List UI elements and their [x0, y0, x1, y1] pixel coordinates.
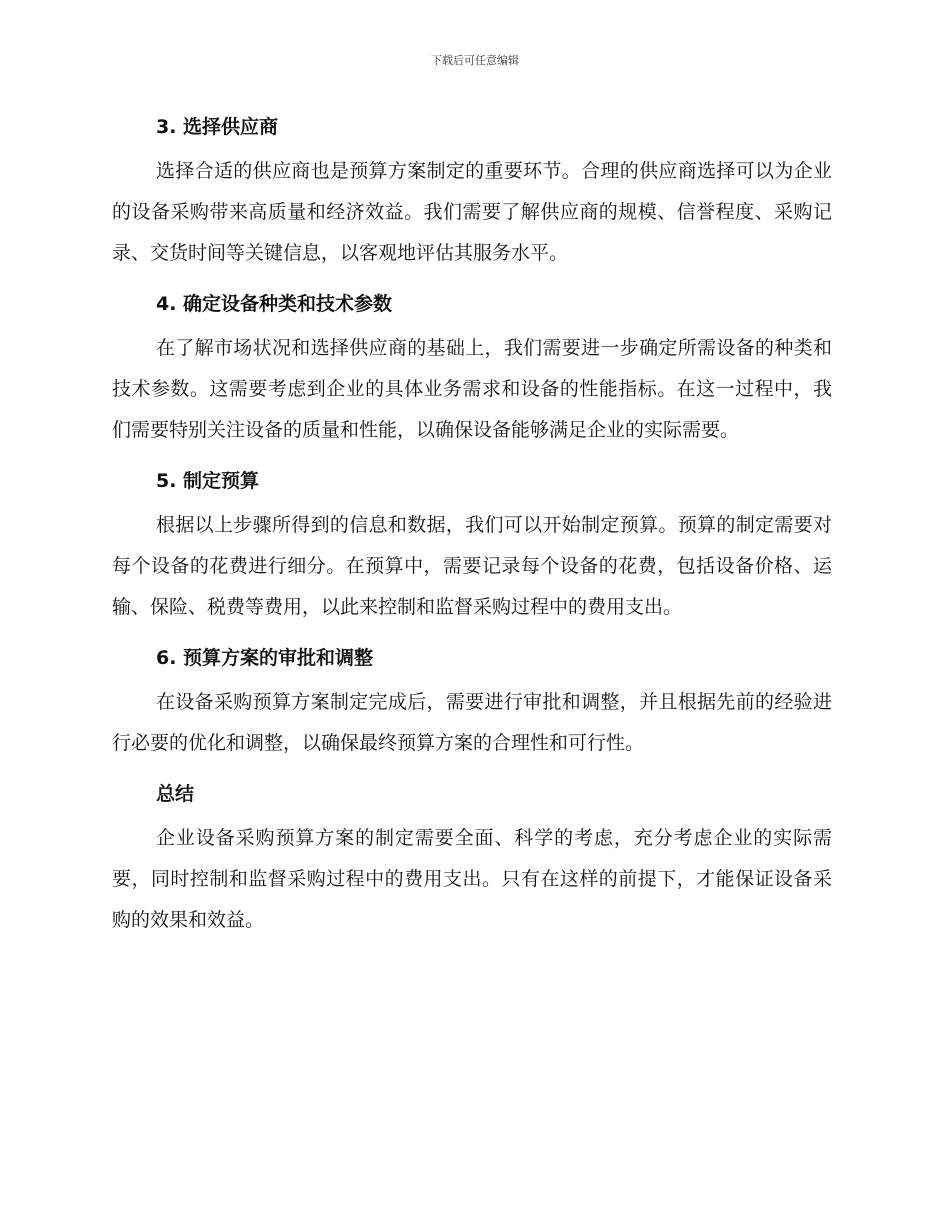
- section-approval-adjustment: [112, 642, 832, 764]
- document-body: [112, 111, 832, 955]
- section-heading: 6. 预算方案的审批和调整: [156, 647, 374, 669]
- section-make-budget: [112, 465, 832, 628]
- section-select-supplier: [112, 111, 832, 274]
- section-heading: 总结: [156, 783, 195, 805]
- section-paragraph: 在设备采购预算方案制定完成后，需要进行审批和调整，并且根据先前的经验进行必要的优化和调整，以确保最终预算方案的合理性和可行性。: [112, 691, 832, 754]
- section-summary: [112, 778, 832, 941]
- section-heading: 5. 制定预算: [156, 470, 260, 492]
- section-paragraph: 在了解市场状况和选择供应商的基础上，我们需要进一步确定所需设备的种类和技术参数。这需要考虑到企业的具体业务需求和设备的性能指标。在这一过程中，我们需要特别关注设备的质量和性能，以确保设备能够满足企业的实际需要。: [112, 337, 832, 441]
- section-heading: 4. 确定设备种类和技术参数: [156, 293, 393, 315]
- section-paragraph: 企业设备采购预算方案的制定需要全面、科学的考虑，充分考虑企业的实际需要，同时控制和监督采购过程中的费用支出。只有在这样的前提下，才能保证设备采购的效果和效益。: [112, 827, 832, 931]
- section-paragraph: 选择合适的供应商也是预算方案制定的重要环节。合理的供应商选择可以为企业的设备采购带来高质量和经济效益。我们需要了解供应商的规模、信誉程度、采购记录、交货时间等关键信息，以客观地评估其服务水平。: [112, 160, 832, 264]
- section-heading: 3. 选择供应商: [156, 116, 279, 138]
- section-equipment-parameters: [112, 288, 832, 451]
- page-header-note: 下载后可任意编辑: [431, 54, 519, 67]
- section-paragraph: 根据以上步骤所得到的信息和数据，我们可以开始制定预算。预算的制定需要对每个设备的花费进行细分。在预算中，需要记录每个设备的花费，包括设备价格、运输、保险、税费等费用，以此来控制和监督采购过程中的费用支出。: [112, 514, 832, 618]
